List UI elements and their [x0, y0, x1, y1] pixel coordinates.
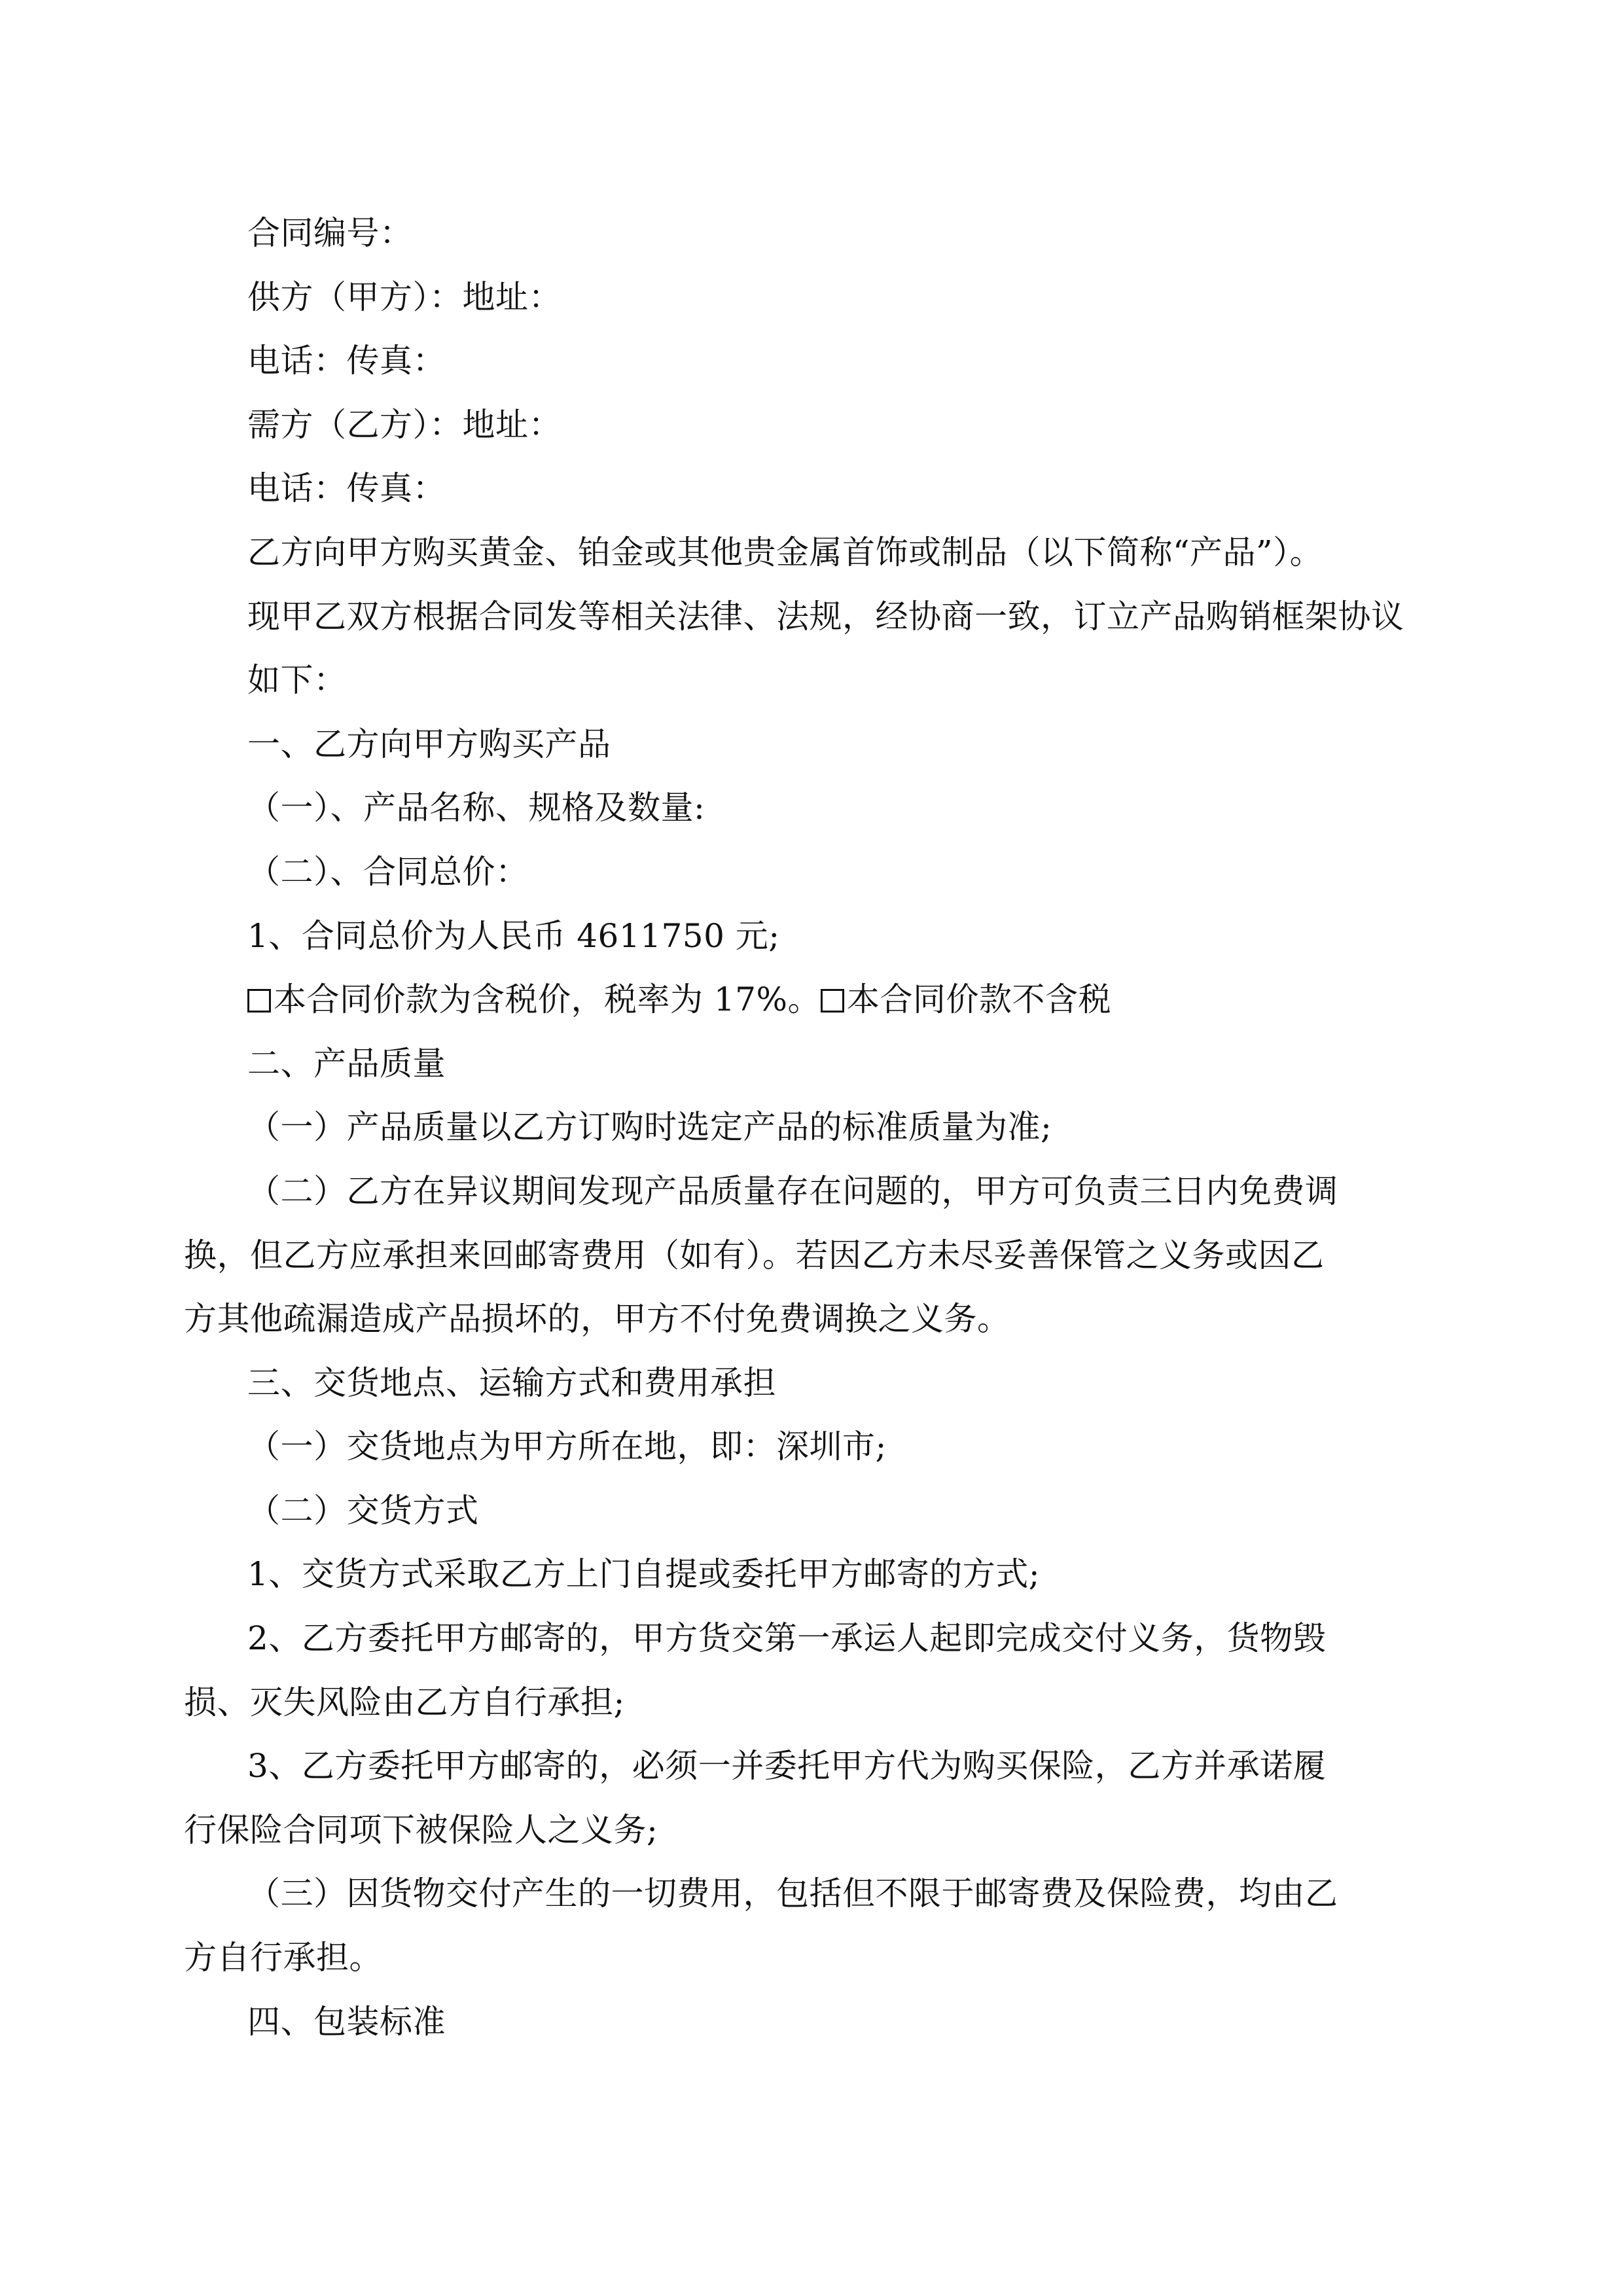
tax-included-label: 本合同价款为含税价，税率为 17%。: [274, 980, 821, 1019]
section-3-sub-2-line-1: 2、乙方委托甲方邮寄的，甲方货交第一承运人起即完成交付义务，货物毁: [247, 1619, 1327, 1658]
buyer-contact-line: 电话：传真：: [247, 469, 446, 508]
section-1-heading: 一、乙方向甲方购买产品: [247, 725, 611, 763]
contract-price-line: 1、合同总价为人民币 4611750 元;: [247, 916, 780, 955]
contract-number-label: 合同编号：: [247, 214, 413, 252]
buyer-line: 需方（乙方）：地址：: [247, 405, 562, 444]
section-1-item-2: （二）、合同总价：: [247, 852, 529, 891]
section-1-item-1: （一）、产品名称、规格及数量:: [247, 789, 705, 827]
section-3-item-2: （二）交货方式: [247, 1491, 479, 1530]
section-2-item-2-line-1: （二）乙方在异议期间发现产品质量存在问题的，甲方可负责三日内免费调: [247, 1172, 1338, 1210]
section-3-item-3-line-1: （三）因货物交付产生的一切费用，包括但不限于邮寄费及保险费，均由乙: [247, 1874, 1338, 1913]
section-3-heading: 三、交货地点、运输方式和费用承担: [247, 1363, 776, 1402]
section-3-sub-3-line-1: 3、乙方委托甲方邮寄的，必须一并委托甲方代为购买保险，乙方并承诺履: [247, 1747, 1327, 1785]
section-3-item-1: （一）交货地点为甲方所在地，即：深圳市;: [247, 1427, 887, 1466]
tax-options-line: [247, 968, 1399, 1032]
section-3-sub-1: 1、交货方式采取乙方上门自提或委托甲方邮寄的方式;: [247, 1555, 1041, 1594]
document-body: [184, 202, 1404, 2054]
section-4-heading: 四、包装标准: [247, 2002, 446, 2041]
section-2-heading: 二、产品质量: [247, 1044, 446, 1083]
section-2-item-1: （一）产品质量以乙方订购时选定产品的标准质量为准;: [247, 1108, 1052, 1147]
section-2-item-2-line-2: 换，但乙方应承担来回邮寄费用（如有）。若因乙方未尽妥善保管之义务或因乙: [184, 1236, 1325, 1274]
section-3-sub-3-line-2: 行保险合同项下被保险人之义务;: [184, 1810, 658, 1849]
supplier-contact-line: 电话：传真：: [247, 342, 446, 380]
section-3-item-3-line-2: 方自行承担。: [184, 1939, 382, 1977]
section-3-sub-2-line-2: 损、灭失风险由乙方自行承担;: [184, 1683, 625, 1721]
tax-included-checkbox[interactable]: [247, 989, 271, 1013]
intro-paragraph-line-2: 现甲乙双方根据合同发等相关法律、法规，经协商一致，订立产品购销框架协议: [247, 597, 1404, 636]
intro-paragraph-line-3: 如下：: [247, 661, 347, 700]
tax-excluded-checkbox[interactable]: [821, 989, 844, 1013]
tax-excluded-label: 本合同价款不含税: [847, 980, 1112, 1019]
supplier-line: 供方（甲方）：地址：: [247, 278, 562, 316]
intro-paragraph-line-1: 乙方向甲方购买黄金、铂金或其他贵金属首饰或制品（以下简称“产品”）。: [247, 533, 1323, 571]
section-2-item-2-line-3: 方其他疏漏造成产品损坏的，甲方不付免费调换之义务。: [184, 1300, 1010, 1338]
